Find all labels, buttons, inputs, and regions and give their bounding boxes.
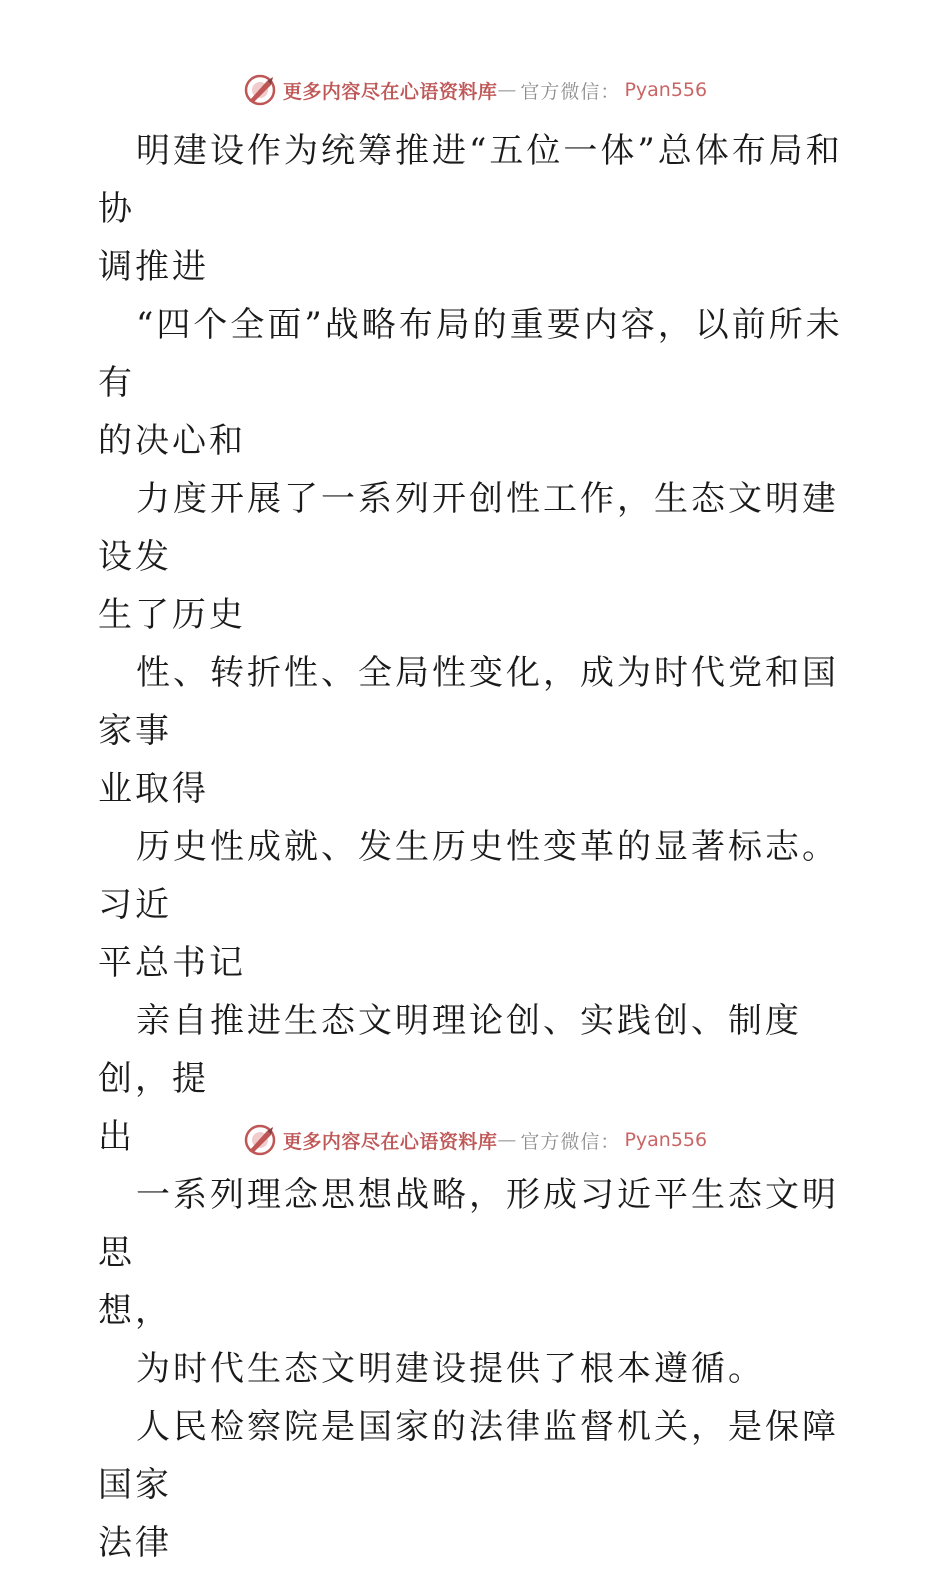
paragraph-line: 明建设作为统筹推进“五位一体”总体布局和协 [98,131,843,229]
paragraph-line-continued: 业取得 [98,769,209,809]
paragraph-line-continued: 调推进 [98,247,209,287]
document-body [98,122,858,1572]
watermark-wechat-id: Pyan556 [624,1129,708,1151]
paragraph-line-continued: 法律 [98,1523,172,1563]
paragraph-line-continued: 想， [98,1291,172,1331]
footer-watermark [0,1120,950,1160]
paragraph-line: 性、转折性、全局性变化，成为时代党和国家事 [98,653,839,751]
paragraph-8 [98,1340,858,1398]
paragraph-line: 力度开展了一系列开创性工作，生态文明建设发 [98,479,839,577]
paragraph-4 [98,644,858,818]
paragraph-9 [98,1398,858,1572]
watermark-wechat-label: 官方微信： [520,80,621,103]
paragraph-line-continued: 的决心和 [98,421,246,461]
watermark-wechat-label: 官方微信： [520,1130,621,1153]
paragraph-7 [98,1166,858,1340]
paragraph-line-continued: 出 [98,1117,135,1157]
pen-circle-icon [243,1123,277,1157]
header-watermark [0,70,950,110]
paragraph-line-continued: 生了历史 [98,595,246,635]
paragraph-line: 一系列理念思想战略，形成习近平生态文明思 [98,1175,839,1273]
paragraph-1 [98,122,858,296]
paragraph-line: 为时代生态文明建设提供了根本遵循。 [136,1349,765,1389]
watermark-main-text: 更多内容尽在心语资料库 [282,80,498,103]
paragraph-line-continued: 平总书记 [98,943,246,983]
watermark-main-text: 更多内容尽在心语资料库 [282,1130,498,1153]
watermark-dash: — [497,79,517,101]
paragraph-2 [98,296,858,470]
pen-circle-icon [243,73,277,107]
watermark-dash: — [497,1129,517,1151]
paragraph-3 [98,470,858,644]
paragraph-line: 人民检察院是国家的法律监督机关，是保障国家 [98,1407,839,1505]
watermark-wechat-id: Pyan556 [624,79,708,101]
paragraph-line: “四个全面”战略布局的重要内容，以前所未有 [98,305,843,403]
paragraph-line: 亲自推进生态文明理论创、实践创、制度创，提 [98,1001,802,1099]
paragraph-line: 历史性成就、发生历史性变革的显著标志。习近 [98,827,839,925]
paragraph-5 [98,818,858,992]
